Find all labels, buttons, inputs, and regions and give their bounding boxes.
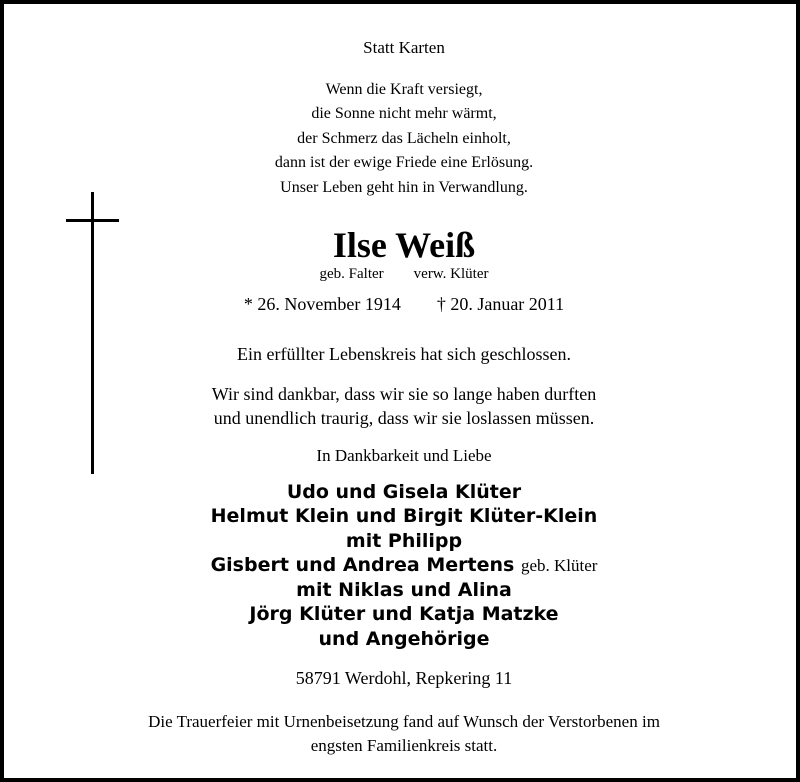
mourner-line bbox=[4, 553, 800, 578]
deceased-name: Ilse Weiß bbox=[332, 225, 476, 265]
mourners-intro: In Dankbarkeit und Liebe bbox=[316, 446, 492, 465]
mourner-line: und Angehörige bbox=[318, 627, 490, 650]
birth-date: * 26. November 1914 bbox=[243, 294, 401, 314]
mourner-name: Gisbert und Andrea Mertens bbox=[210, 553, 515, 576]
mourners-list bbox=[4, 480, 800, 651]
poem-line: die Sonne nicht mehr wärmt, bbox=[311, 105, 497, 123]
mourner-line: Jörg Klüter und Katja Matzke bbox=[249, 603, 559, 626]
life-dates bbox=[4, 294, 800, 315]
widowed-name: verw. Klüter bbox=[413, 266, 489, 282]
quote-line: Wir sind dankbar, dass wir sie so lange haben durften bbox=[211, 384, 597, 404]
quote-line: und unendlich traurig, dass wir sie loslassen müssen. bbox=[213, 408, 595, 428]
poem-line: Wenn die Kraft versiegt, bbox=[325, 81, 483, 98]
poem-line: dann ist der ewige Friede eine Erlösung. bbox=[274, 154, 534, 172]
poem-line: Unser Leben geht hin in Verwandlung. bbox=[280, 178, 528, 196]
mourner-maiden-note: geb. Klüter bbox=[520, 555, 598, 575]
closing-line: Die Trauerfeier mit Urnenbeisetzung fand auf Wunsch der Verstorbenen im bbox=[148, 712, 660, 731]
name-details bbox=[4, 266, 800, 283]
quote-first: Ein erfüllter Lebenskreis hat sich geschlossen. bbox=[237, 344, 571, 364]
death-date: † 20. Januar 2011 bbox=[436, 294, 565, 314]
cross-horizontal-bar bbox=[66, 219, 119, 222]
address: 58791 Werdohl, Repkering 11 bbox=[295, 668, 513, 688]
pre-title: Statt Karten bbox=[363, 38, 445, 57]
mourner-line: mit Niklas und Alina bbox=[296, 579, 512, 602]
mourner-line: Udo und Gisela Klüter bbox=[286, 481, 522, 503]
closing-note bbox=[4, 710, 800, 758]
mourner-line: mit Philipp bbox=[345, 529, 463, 552]
maiden-name: geb. Falter bbox=[319, 266, 384, 282]
quote-second bbox=[4, 382, 800, 430]
poem bbox=[4, 78, 800, 200]
mourner-line: Helmut Klein und Birgit Klüter-Klein bbox=[210, 505, 598, 528]
poem-line: der Schmerz das Lächeln einholt, bbox=[297, 129, 511, 147]
closing-line: engsten Familienkreis statt. bbox=[310, 736, 498, 755]
